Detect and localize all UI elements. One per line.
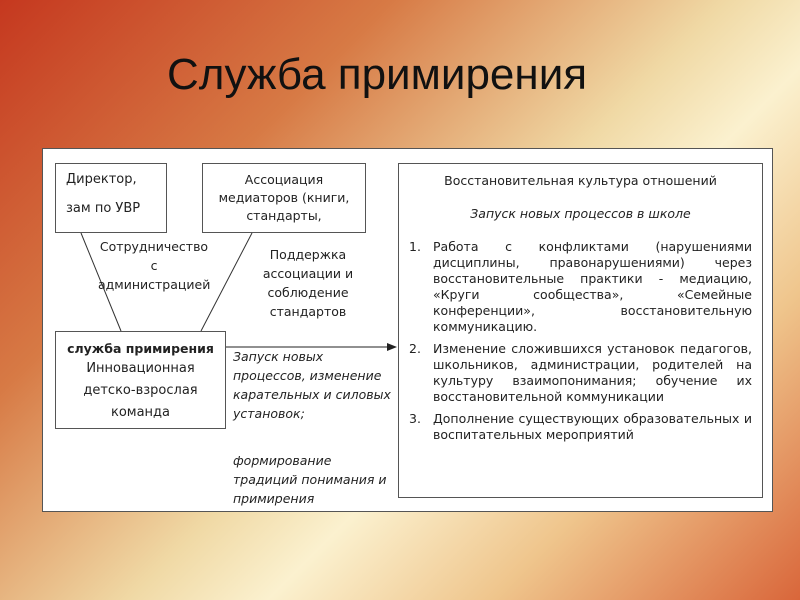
service-description: Инновационная детско-взрослая команда bbox=[83, 361, 198, 420]
director-title: Директор, bbox=[66, 172, 137, 187]
slide-title: Служба примирения bbox=[167, 50, 588, 99]
mediation-service-box bbox=[55, 331, 226, 429]
culture-list bbox=[409, 239, 752, 443]
support-label: Поддержка ассоциации и соблюдение стандартов bbox=[262, 247, 354, 319]
association-box bbox=[202, 163, 366, 233]
cooperation-label: Сотрудничество с администрацией bbox=[98, 239, 211, 292]
launch-processes-text: Запуск новых процессов, изменение карательных и силовых установок; bbox=[233, 349, 391, 421]
restorative-culture-box bbox=[398, 163, 763, 498]
list-item: 3. Дополнение существующих образовательных и воспитательных мероприятий bbox=[409, 411, 752, 442]
association-text: Ассоциация медиаторов (книги, стандарты, bbox=[218, 172, 350, 223]
service-title: служба примирения bbox=[67, 341, 214, 356]
culture-subheading: Запуск новых процессов в школе bbox=[470, 206, 691, 221]
director-box bbox=[55, 163, 167, 233]
director-deputy: зам по УВР bbox=[66, 201, 141, 216]
diagram-panel bbox=[42, 148, 773, 512]
list-item: 1. Работа с конфликтами (нарушениями дисциплины, правонарушениями) через восстановительные практики - медиацию, «Круги сообщества», «Семейные конференции», восстановительную коммуникацию. bbox=[409, 239, 752, 334]
list-item: 2. Изменение сложившихся установок педагогов, школьников, администрации, родителей на культуру взаимопонимания; обучение их восстановительной коммуникации bbox=[409, 341, 752, 404]
traditions-formation-text: формирование традиций понимания и примирения bbox=[233, 453, 387, 506]
culture-heading: Восстановительная культура отношений bbox=[444, 173, 717, 188]
